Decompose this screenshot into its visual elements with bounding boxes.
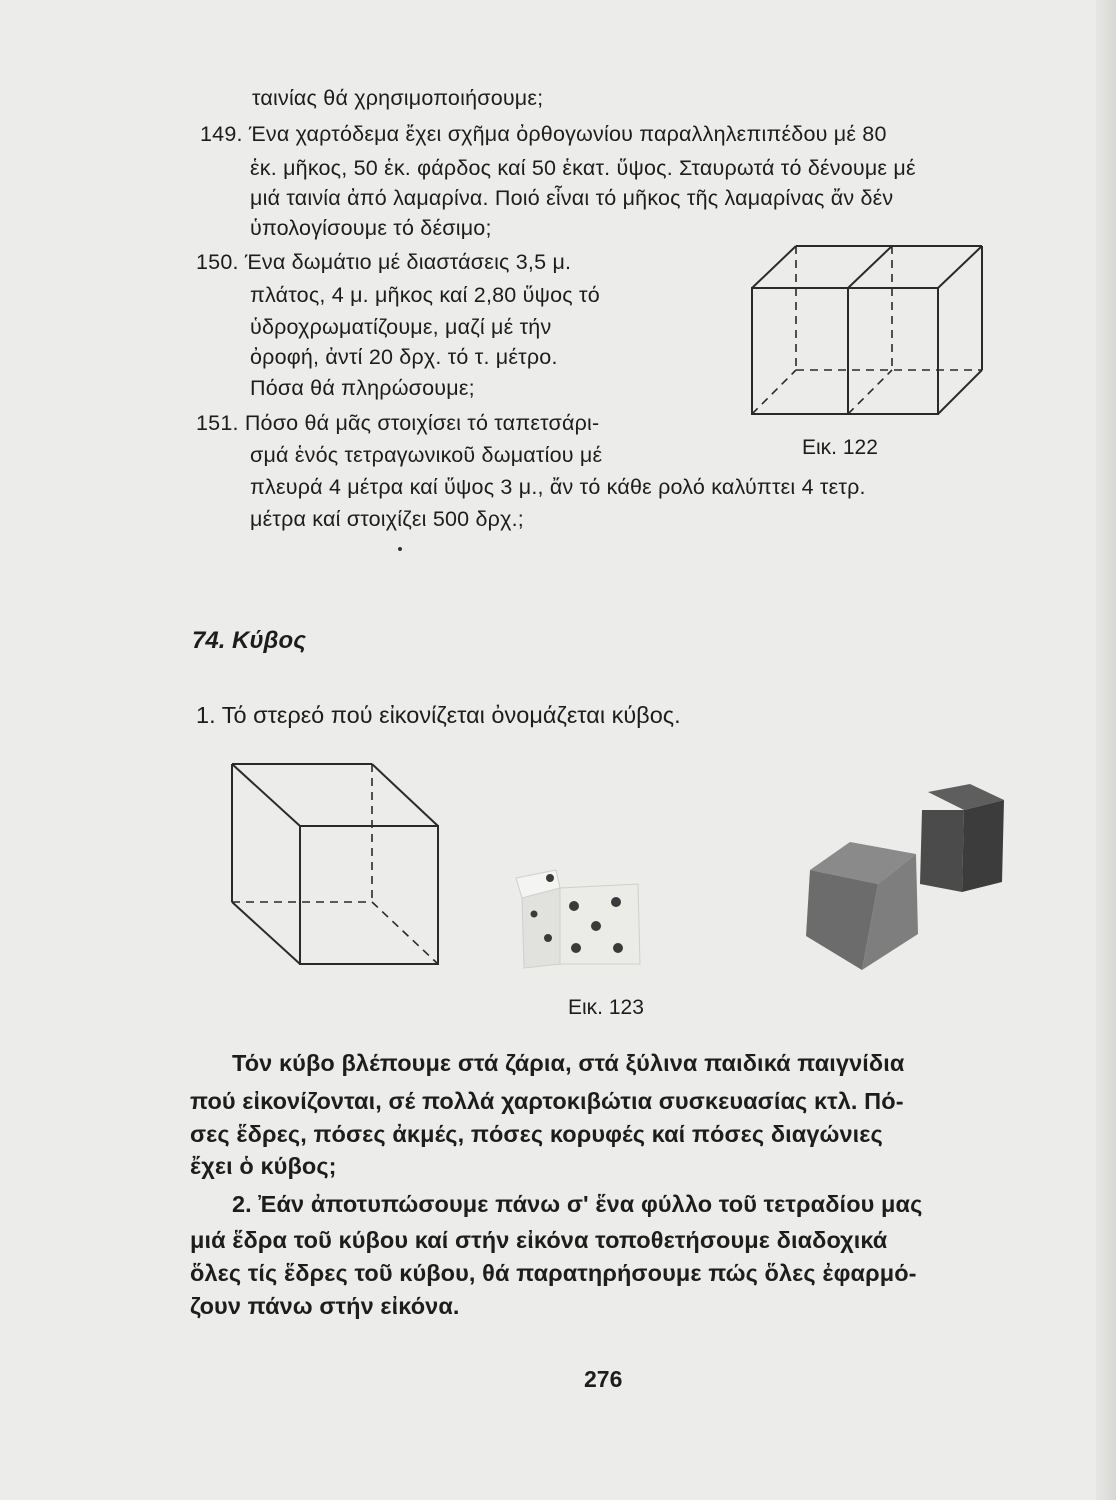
body-paragraph-line: μιά ἕδρα τοῦ κύβου καί στήν εἰκόνα τοποθετήσουμε διαδοχικά [190,1227,888,1253]
body-paragraph-line: ὅλες τίς ἕδρες τοῦ κύβου, θά παρατηρήσουμε πώς ὅλες ἐφαρμό- [190,1260,917,1286]
exercise-151-line: 151. Πόσο θά μᾶς στοιχίσει τό ταπετσάρι- [196,411,600,435]
section-heading: 74. Κύβος [192,627,306,654]
body-paragraph-line: ζουν πάνω στήν εἰκόνα. [190,1293,460,1319]
die-figure [512,868,644,972]
exercise-149-line: μιά ταινία ἀπό λαμαρίνα. Ποιό εἶναι τό μῆκος τῆς λαμαρίνας ἄν δέν [250,186,894,210]
body-paragraph-line: Τόν κύβο βλέπουμε στά ζάρια, στά ξύλινα παιδικά παιγνίδια [232,1050,905,1076]
exercise-149-line: ὑπολογίσουμε τό δέσιμο; [250,216,492,240]
exercise-151-line: πλευρά 4 μέτρα καί ὕψος 3 μ., ἄν τό κάθε ρολό καλύπτει 4 τετρ. [250,475,866,499]
exercise-149-line: ἑκ. μῆκος, 50 ἑκ. φάρδος καί 50 ἑκατ. ὕψος. Σταυρωτά τό δένουμε μέ [250,156,916,180]
exercise-150-line: πλάτος, 4 μ. μῆκος καί 2,80 ὕψος τό [250,283,600,307]
body-paragraph-line: σες ἕδρες, πόσες ἀκμές, πόσες κορυφές καί πόσες διαγώνιες [190,1121,883,1147]
exercise-149-line: 149. Ένα χαρτόδεμα ἔχει σχῆμα ὀρθογωνίου παραλληλεπιπέδου μέ 80 [200,122,887,146]
exercise-150-line: ὑδροχρωματίζουμε, μαζί μέ τήν [250,315,552,339]
body-paragraph-line: ἔχει ὁ κύβος; [190,1153,337,1179]
figure-122-caption: Εικ. 122 [802,436,878,459]
wireframe-cube-figure [230,762,442,968]
stray-mark [398,547,402,551]
page-number: 276 [584,1366,623,1392]
exercise-148-tail: ταινίας θά χρησιμοποιήσουμε; [252,86,544,110]
exercise-150-line: Πόσα θά πληρώσουμε; [250,376,475,400]
page-edge [1096,0,1116,1500]
exercise-151-line: σμά ἑνός τετραγωνικοῦ δωματίου μέ [250,443,603,467]
figure-123-caption: Εικ. 123 [568,996,644,1019]
body-paragraph-line: πού εἰκονίζονται, σέ πολλά χαρτοκιβώτια συσκευασίας κτλ. Πό- [190,1088,904,1114]
exercise-150-line: 150. Ένα δωμάτιο μέ διαστάσεις 3,5 μ. [196,250,572,274]
intro-paragraph: 1. Τό στερεό πού εἰκονίζεται ὀνομάζεται κύβος. [196,702,681,728]
body-paragraph-line: 2. Ἐάν ἀποτυπώσουμε πάνω σ' ἕνα φύλλο τοῦ τετραδίου μας [232,1191,923,1217]
toy-blocks-figure [806,784,1030,974]
exercise-150-line: ὀροφή, ἀντί 20 δρχ. τό τ. μέτρο. [250,345,558,369]
exercise-151-line: μέτρα καί στοιχίζει 500 δρχ.; [250,507,524,531]
room-box-figure [750,244,990,416]
